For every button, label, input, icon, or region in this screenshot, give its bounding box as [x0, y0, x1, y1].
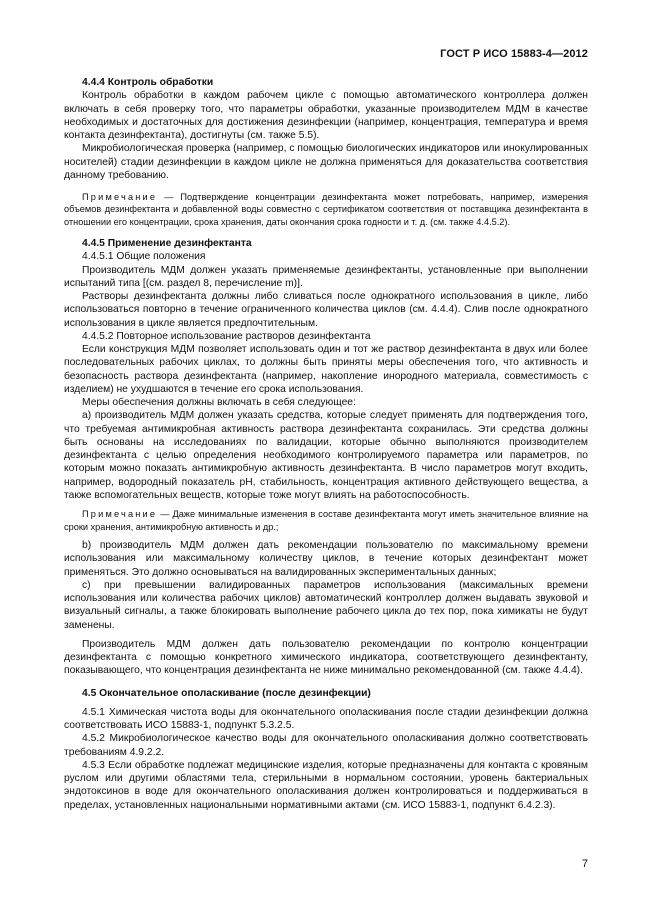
note — [64, 191, 588, 228]
paragraph: Производитель МДМ должен дать пользователю рекомендации по контролю концентрации дезинфектанта с помощью конкретного химического индикатора, соответствующего дезинфектанту, показывающего, что концентрация дезинфектанта не ниже минимально рекомендованной (см. также 4.4.4). — [64, 638, 588, 677]
paragraph-4-5-3: 4.5.3 Если обработке подлежат медицинские изделия, которые предназначены для контакта с кровяным руслом или другими областями тела, стерильными в нормальном состоянии, уровень бактериальных эндотоксинов в воде для окончательного ополаскивания должен контролироваться и поддерживаться в пределах, установленных национальными нормативными актами (см. ИСО 15883-1, подпункт 6.4.2.3). — [64, 759, 588, 811]
note — [64, 508, 588, 533]
list-item-c: c) при превышении валидированных параметров использования (максимальных времени использования или количества рабочих циклов) автоматический контроллер должен выдавать звуковой и визуальный сигналы, а также блокировать выполнение рабочего цикла до тех пор, пока химикаты не будут заменены. — [64, 579, 588, 631]
page-number: 7 — [581, 858, 588, 870]
paragraph: Контроль обработки в каждом рабочем цикле с помощью автоматического контроллера должен включать в себя проверку того, что параметры обработки, указанные производителем МДМ в качестве необходимых и достаточных для достижения дезинфекции (например, концентрация, температура и время контакта дезинфектанта), достигнуты (см. также 5.5). — [64, 90, 588, 141]
paragraph-4-5-1: 4.5.1 Химическая чистота воды для окончательного ополаскивания после стадии дезинфекции должна соответствовать ИСО 15883-1, подпункт 5.3.2.5. — [64, 706, 588, 732]
paragraph: Микробиологическая проверка (например, с помощью биологических индикаторов или инокулированных носителей) стадии дезинфекции в каждом цикле не должна применяться для доказательства соответствия данному требованию. — [64, 143, 588, 181]
paragraph-4-5-2: 4.5.2 Микробиологическое качество воды для окончательного ополаскивания должно соответствовать требованиям 4.9.2.2. — [64, 733, 588, 758]
section-4-4-4-title: 4.4.4 Контроль обработки — [82, 77, 214, 88]
list-item-b: b) производитель МДМ должен дать рекомендации пользователю по максимальному времени использования или максимальному количеству циклов, в течение которых дезинфектант может применяться. Это должно основываться на валидированных экспериментальных данных; — [64, 540, 588, 578]
note-text: — Подтверждение концентрации дезинфектанта может потребовать, например, измерения объемов дезинфектанта и добавленной воды совместно с сертификатом соответствия от поставщика дезинфектанта в отношении его концентрации, срока хранения, даты окончания срока годности и т. д. (см. также 4.4.5.2). — [64, 192, 588, 227]
paragraph: Производитель МДМ должен указать применяемые дезинфектанты, установленные при выполнении испытаний типа [(см. раздел 8, перечисление m)]. — [64, 264, 588, 289]
paragraph: Если конструкция МДМ позволяет использовать один и тот же раствор дезинфектанта в двух или более последовательных рабочих циклах, то должны быть приняты меры обеспечения того, что активность и безопасность раствора дезинфектанта (например, накопление инородного материала, совместимость с изделием) не ухудшаются в течение его срока использования. — [64, 344, 588, 395]
section-4-5-title: 4.5 Окончательное ополаскивание (после дезинфекции) — [82, 687, 371, 699]
subsection-4-4-5-1-title: 4.4.5.1 Общие положения — [82, 251, 206, 263]
paragraph: Меры обеспечения должны включать в себя следующее: — [82, 397, 356, 409]
subsection-4-4-5-2-title: 4.4.5.2 Повторное использование растворов дезинфектанта — [82, 330, 371, 342]
note-label: Примечание — [82, 509, 158, 520]
list-item-a: a) производитель МДМ должен указать средства, которые следует применять для подтверждения того, что требуемая антимикробная активность раствора дезинфектанта сохранилась. Эти средства должны быть основаны на исследованиях по валидации, которые обычно выполняются производителем дезинфектанта с целью определения необходимого контролируемого параметра или параметров, по которым можно показать антимикробную активность дезинфектанта. В число параметров могут входить, например, водородный показатель pH, стабильность, концентрация активного действующего вещества, а также вспомогательных веществ, которые тоже могут влиять на работоспособность. — [64, 410, 588, 501]
note-text: — Даже минимальные изменения в составе дезинфектанта могут иметь значительное влияние на сроки хранения, антимикробную активность и др.; — [64, 509, 588, 532]
note-label: Примечание — [82, 192, 158, 202]
paragraph: Растворы дезинфектанта должны либо сливаться после однократного использования в цикле, либо использоваться повторно в течение ограниченного количества циклов (см. 4.4.4). Слив после однократного использования в цикле является предпочтительным. — [64, 291, 588, 329]
page-content — [64, 76, 588, 812]
section-4-4-5-title: 4.4.5 Применение дезинфектанта — [82, 238, 252, 250]
standard-header: ГОСТ Р ИСО 15883-4—2012 — [440, 48, 588, 60]
